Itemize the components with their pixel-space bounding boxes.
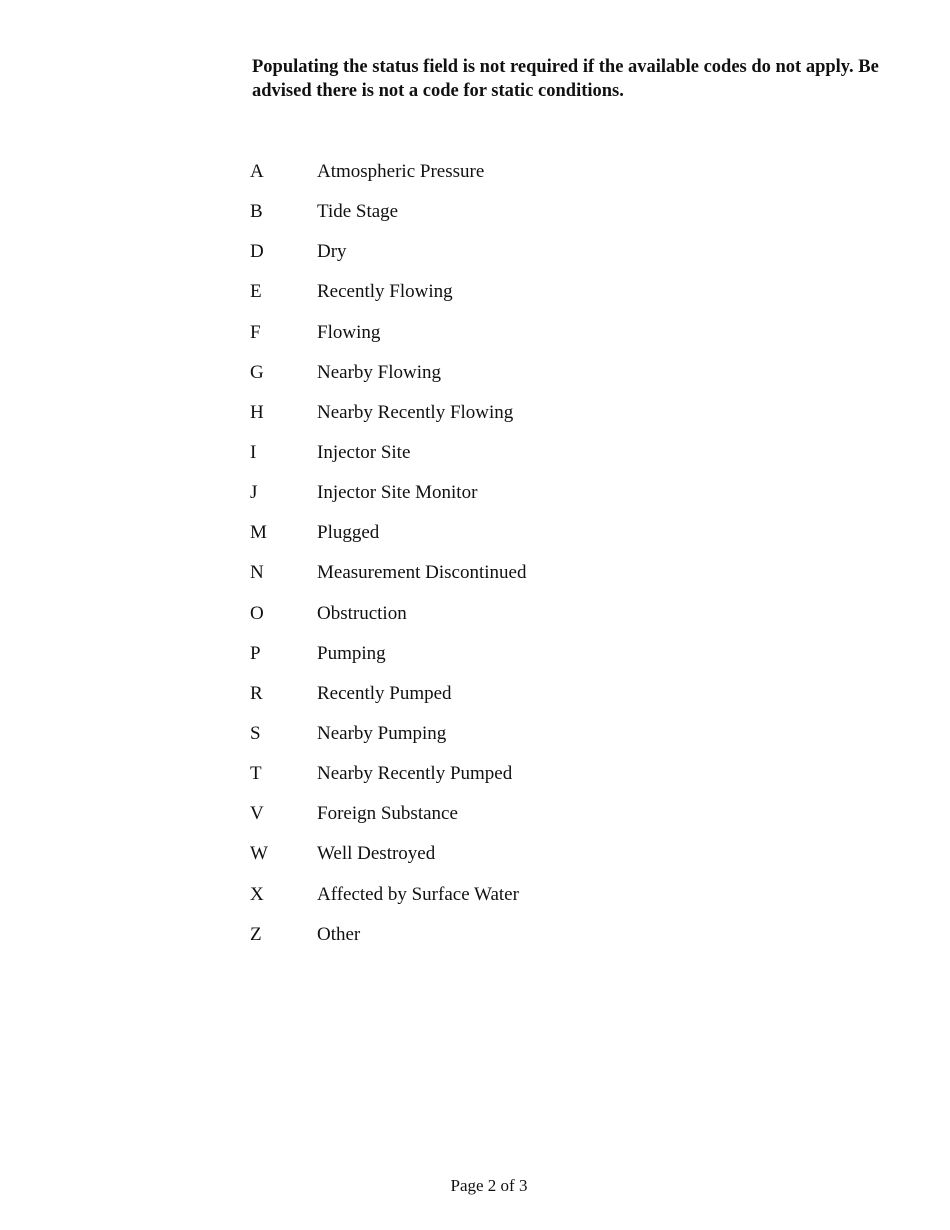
page-number: Page 2 of 3 [450,1176,528,1195]
code-description: Nearby Recently Flowing [317,401,514,423]
code-description: Injector Site [317,441,411,463]
status-code-list [250,159,750,962]
code-letter: J [250,482,258,504]
code-description: Recently Flowing [317,281,453,303]
code-letter: I [250,441,257,463]
code-description: Flowing [317,321,381,343]
code-description: Foreign Substance [317,803,458,825]
code-letter: R [250,682,263,704]
code-row [250,159,750,199]
code-row [250,239,750,279]
code-description: Nearby Flowing [317,361,442,383]
code-row [250,721,750,761]
status-field-note: Populating the status field is not required if the available codes do not apply. Be advised there is not a code for static conditions. [252,57,879,101]
code-description: Atmospheric Pressure [317,161,485,182]
code-row [250,480,750,520]
code-letter: A [250,161,264,182]
code-letter: D [250,241,264,263]
code-letter: G [250,361,264,383]
code-row [250,279,750,319]
code-description: Well Destroyed [317,843,436,865]
code-letter: H [250,401,264,423]
code-row [250,520,750,560]
code-row [250,641,750,681]
code-row [250,440,750,480]
code-letter: F [250,321,261,343]
code-letter: N [250,562,264,584]
code-description: Other [317,923,361,945]
code-description: Obstruction [317,602,407,624]
code-row [250,681,750,721]
code-row [250,801,750,841]
code-description: Nearby Pumping [317,722,447,744]
code-description: Dry [317,241,347,263]
code-row [250,199,750,239]
code-row [250,841,750,881]
code-row [250,560,750,600]
code-letter: M [250,522,267,544]
code-row [250,320,750,360]
code-row [250,360,750,400]
code-letter: B [250,201,263,223]
code-description: Tide Stage [317,201,399,223]
code-letter: Z [250,923,262,945]
code-row [250,761,750,801]
code-description: Injector Site Monitor [317,482,478,504]
code-letter: X [250,883,264,905]
code-description: Pumping [317,642,386,664]
code-letter: S [250,722,261,744]
code-row [250,601,750,641]
code-letter: O [250,602,264,624]
code-description: Recently Pumped [317,682,452,704]
code-letter: W [250,843,268,865]
code-description: Nearby Recently Pumped [317,763,513,785]
code-description: Affected by Surface Water [317,883,519,905]
code-letter: T [250,763,262,785]
code-letter: E [250,281,262,303]
code-letter: P [250,642,261,664]
code-description: Plugged [317,522,380,544]
code-description: Measurement Discontinued [317,562,527,584]
code-row [250,400,750,440]
code-letter: V [250,803,264,825]
code-row [250,922,750,962]
code-row [250,882,750,922]
